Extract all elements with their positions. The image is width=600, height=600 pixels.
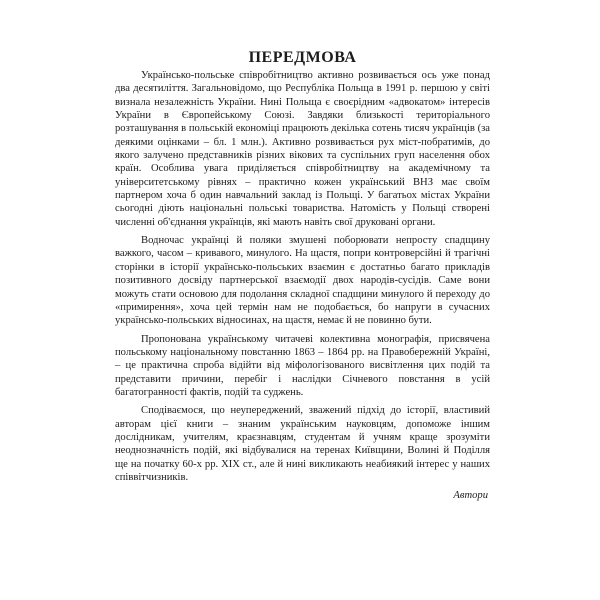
page-title: ПЕРЕДМОВА <box>248 49 357 66</box>
document-content <box>115 48 490 503</box>
signature: Автори <box>453 490 488 502</box>
paragraph-1: Українсько-польське співробітництво активно розвивається ось уже понад два десятиліття. Загальновідомо, що Республіка Польща в 1991 р. першою у світі визнала незалежність України. Нині Польща є своєрідним «адвокатом» інтересів України в Європейському Союзі. Завдяки близькості територіального розташування в польській економіці працюють декілька сотень тисяч українців (за деякими оцінками – бл. 1 млн.). Активно розвивається рух міст-побратимів, до якого залучено представників різних вікових та суспільних груп населення обох країн. Особлива увага приділяється співробітництву на академічному та університетському рівнях – практично кожен український ВНЗ має своїм партнером хоча б один навчальний заклад із Польщі. У багатьох містах України сьогодні діють національні польські товариства. Натомість у Польщі створені численні об'єднання українців, які мають навіть свої друковані органи. <box>115 70 490 228</box>
paragraph-4: Сподіваємося, що неупереджений, зважений підхід до історії, властивий авторам цієї книги – знаним українським науковцям, допоможе іншим дослідникам, учителям, краєзнавцям, студентам й учням краще зрозуміти неоднозначність подій, які відбувалися на теренах Київщини, Волині й Поділля ще на початку 60-х рр. XIX ст., але й нині викликають неабиякий інтерес у наших співвітчизників. <box>115 405 490 483</box>
paragraph-2: Водночас українці й поляки змушені поборювати непросту спадщину важкого, часом – кривавого, минулого. На щастя, попри контроверсійні й трагічні сторінки в історії українсько-польських взаємин є достатньо багато прикладів позитивного досвіду партнерської взаємодії двох народів-сусідів. Саме вони можуть стати основою для подолання складної спадщини минулого й переходу до «примирення», хоча цей термін нам не подобається, бо напруги в сучасних українсько-польських відносинах, на щастя, немає й не повинно бути. <box>115 235 490 327</box>
paragraph-3: Пропонована українському читачеві колективна монографія, присвячена польському національному повстанню 1863 – 1864 рр. на Правобережній Україні, – це практична спроба відійти від міфологізованого висвітлення цих подій та представити причини, перебіг і наслідки Січневого повстання в усій багатогранності фактів, подій та суджень. <box>115 333 490 398</box>
